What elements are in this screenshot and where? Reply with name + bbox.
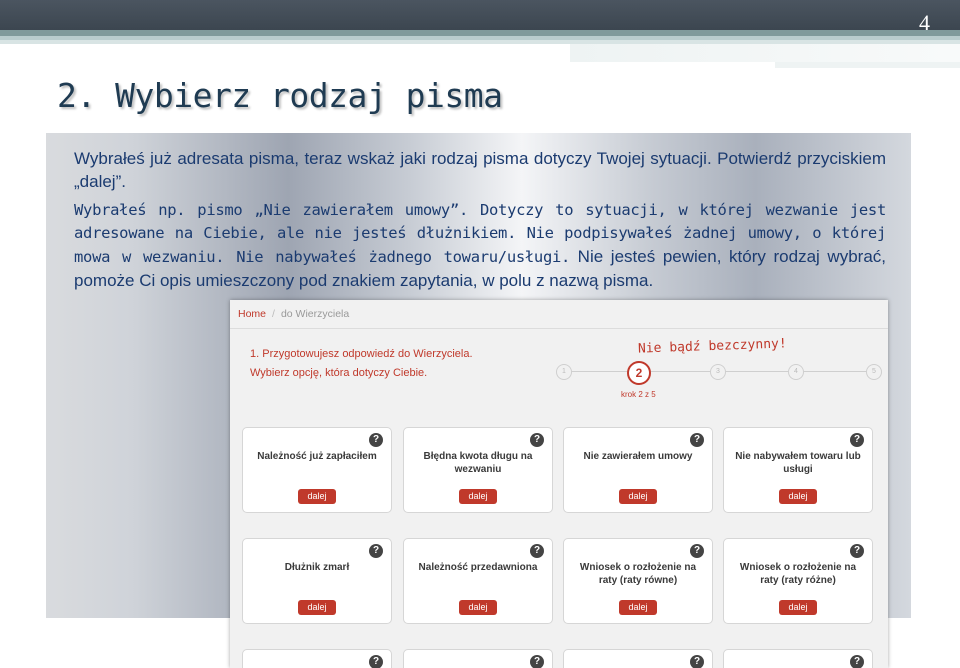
step-title: 1. Przygotowujesz odpowiedź do Wierzyciela. [250, 348, 473, 360]
next-button[interactable]: dalej [779, 489, 817, 504]
card-label: Należność przedawniona [418, 562, 538, 573]
help-icon[interactable]: ? [690, 544, 704, 558]
slide-top-stripe [570, 44, 960, 62]
help-icon[interactable]: ? [369, 544, 383, 558]
example-text: Wybrałeś np. pismo „Nie zawierałem umowy”. Dotyczy to sytuacji, w której wezwanie jest adresowane na Ciebie, ale nie jesteś dłużnikiem. Nie podpisywałeś żadnej umowy, o której mowa w wezwaniu. Nie nabywałeś żadnego towaru/usługi. [74, 201, 886, 266]
help-icon[interactable]: ? [530, 655, 544, 668]
card-label: Dłużnik zmarł [284, 562, 350, 573]
help-icon[interactable]: ? [850, 544, 864, 558]
help-icon[interactable]: ? [369, 433, 383, 447]
card-label: Wniosek o rozłożenie na raty (raty różne) [739, 562, 857, 586]
card-label: Wniosek o rozłożenie na raty (raty równe) [579, 562, 697, 586]
wizard-step-label: krok 2 z 5 [621, 390, 656, 399]
slide-title: 2. Wybierz rodzaj pisma [57, 76, 503, 115]
next-button[interactable]: dalej [459, 489, 497, 504]
help-icon[interactable]: ? [690, 655, 704, 668]
page-number: 4 [919, 10, 930, 35]
letter-type-card[interactable] [723, 649, 873, 668]
divider [230, 328, 888, 329]
next-button[interactable]: dalej [619, 489, 657, 504]
letter-type-card[interactable] [723, 427, 873, 513]
wizard-step: 1 [556, 364, 572, 380]
step-instruction: Wybierz opcję, która dotyczy Ciebie. [250, 367, 428, 379]
letter-type-card[interactable] [403, 538, 553, 624]
wizard-step: 5 [866, 364, 882, 380]
help-icon[interactable]: ? [690, 433, 704, 447]
instruction-paragraph: Wybrałeś już adresata pisma, teraz wskaż jaki rodzaj pisma dotyczy Twojej sytuacji. Potwierdź przyciskiem „dalej”. [74, 149, 886, 191]
letter-type-card[interactable] [242, 649, 392, 668]
next-button[interactable]: dalej [779, 600, 817, 615]
help-icon[interactable]: ? [530, 544, 544, 558]
letter-type-card[interactable] [403, 427, 553, 513]
card-label: Nie zawierałem umowy [583, 451, 693, 462]
letter-type-card[interactable] [563, 427, 713, 513]
letter-type-card[interactable] [563, 649, 713, 668]
help-icon[interactable]: ? [850, 655, 864, 668]
card-label: Należność już zapłaciłem [257, 451, 377, 462]
breadcrumb [238, 308, 349, 320]
slide-top-stripe [775, 62, 960, 68]
help-icon[interactable]: ? [369, 655, 383, 668]
help-icon[interactable]: ? [530, 433, 544, 447]
breadcrumb-home-link[interactable]: Home [238, 308, 267, 320]
help-icon[interactable]: ? [850, 433, 864, 447]
example-paragraph [74, 199, 886, 293]
wizard-step: 3 [710, 364, 726, 380]
step-question [250, 345, 473, 383]
next-button[interactable]: dalej [459, 600, 497, 615]
letter-type-card[interactable] [723, 538, 873, 624]
help-hint-text: Nie jesteś pewien, który rodzaj wybrać, pomoże Ci opis umieszczony pod znakiem zapytania, w polu z nazwą pisma. [74, 247, 887, 290]
wizard-step: 4 [788, 364, 804, 380]
card-label: Nie nabywałem towaru lub usługi [735, 451, 861, 475]
letter-type-card[interactable] [242, 538, 392, 624]
next-button[interactable]: dalej [298, 489, 336, 504]
embedded-screenshot [230, 300, 888, 668]
card-label: Błędna kwota długu na wezwaniu [423, 451, 533, 475]
letter-type-card[interactable] [403, 649, 553, 668]
letter-type-card[interactable] [242, 427, 392, 513]
slogan: Nie bądź bezczynny! [637, 336, 787, 357]
next-button[interactable]: dalej [619, 600, 657, 615]
breadcrumb-separator: / [272, 308, 275, 320]
letter-type-card[interactable] [563, 538, 713, 624]
next-button[interactable]: dalej [298, 600, 336, 615]
breadcrumb-current: do Wierzyciela [280, 308, 350, 320]
wizard-current-step: 2 [627, 361, 651, 385]
slide-top-bar [0, 0, 960, 30]
